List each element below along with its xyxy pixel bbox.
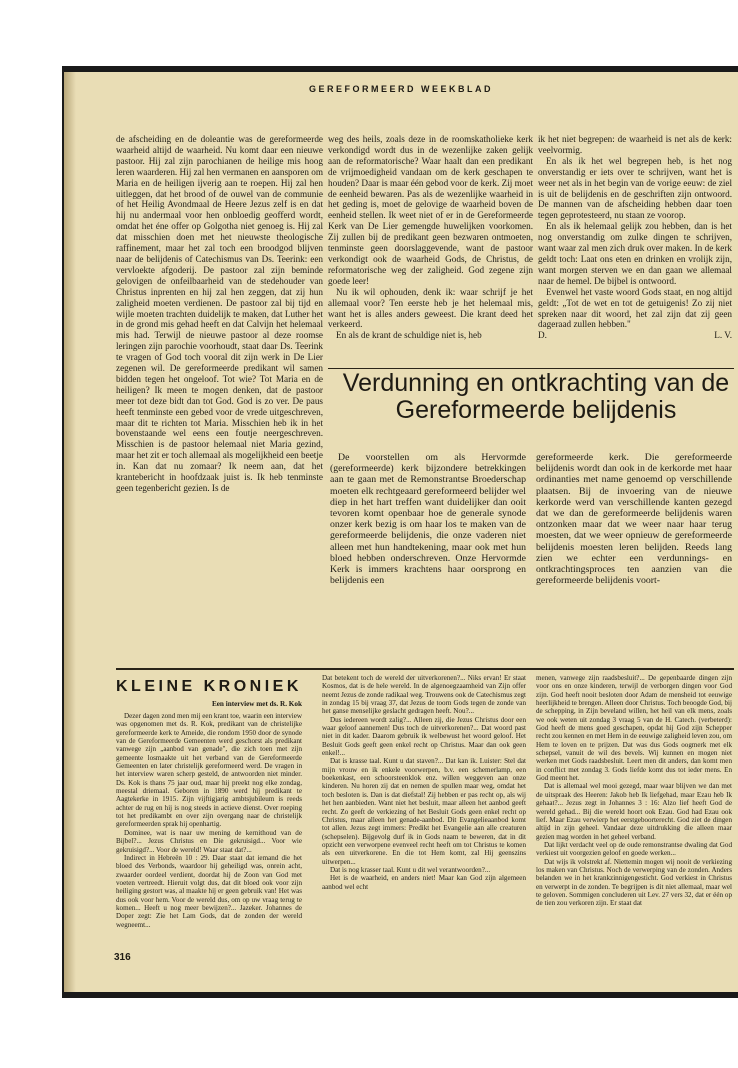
- newspaper-page: [64, 72, 738, 992]
- paragraph: Dezer dagen zond men mij een krant toe, waarin een interview was opgenomen met ds. R. Kok, predikant van de christelijke gereformeerde kerk te Ameide, die rondom 1950 door de synode van de Gereformeerde Gemeenten werd geschorst als predikant vanwege zijn „aanbod van genade", die zich toen met zijn gemeente losmaakte uit het verband van de Gereformeerde Gemeenten en later christelijk gereformeerd werd. De vragen in het interview waren scherp gesteld, de antwoorden niet minder. Ds. Kok is thans 75 jaar oud, maar hij preekt nog elke zondag, meestal driemaal. Geboren in 1890 werd hij predikant te Aagtekerke in 1915. Zijn vijftigjarig ambtsjubileum is reeds achter de rug en hij is nog steeds in actieve dienst. Over roeping tot het predikambt en over zijn overgang naar de christelijk gereformeerden sprak hij openhartig.: [116, 712, 302, 829]
- paragraph: En als ik helemaal gelijk zou hebben, dan is het nog onverstandig om zulke dingen te schrijven, want waar zal men zich druk over maken. In de kerk geldt toch: Laat ons eten en drinken en vrolijk zijn, want morgen sterven we en dan gaan we allemaal naar de hemel. De bijbel is ontwoord.: [538, 221, 732, 286]
- kroniek-column-3: [536, 674, 732, 958]
- paragraph: Dat wijs ik volstrekt af. Niettemin mogen wij nooit de verkiezing los maken van Christus. Noch de verwerping van de zonden. Anders belanden we in het krankzinnigengesticht. God verkiest in Christus en verwerpt in de zonden. Te begrijpen is dit niet allemaal, maar wel te geloven. Sommigen concluderen uit Lev. 27 vers 32, dat er één op de tien zou verkoren zijn. Er staat dat: [536, 857, 732, 908]
- article-column-2: [328, 134, 533, 366]
- headline: Verdunning en ontkrachting van de Gereformeerde belijdenis: [342, 369, 730, 424]
- paragraph: Dat is allemaal wel mooi gezegd, maar waar blijven we dan met de uitspraak des Heeren: Jakob heb Ik liefgehad, maar Ezau heb Ik gehaat?... Jezus zegt in Johannes 3 : 16: Alzo lief heeft God de wereld gehad... Bij die wereld hoort ook Ezau. God had Ezau ook lief. Maar Ezau verwierp het eerstgeboorterecht. God ziet de dingen altijd in zijn geheel. Vandaar deze uitdrukking die alleen maar gezien mag worden in het geheel verband.: [536, 782, 732, 841]
- verdunning-column-2: [536, 452, 732, 660]
- paragraph: Dominee, wat is naar uw mening de kernithoud van de Bijbel?... Jezus Christus en Die gekruisigd... Voor wie gekruisigd?... Voor de wereld! Waar staat dat?...: [116, 828, 302, 854]
- paragraph: Dat lijkt verdacht veel op de oude remonstrantse dwaling dat God verkiest uit voorgezien geloof en goede werken...: [536, 840, 732, 858]
- paragraph: Indirect in Hebreën 10 : 29. Daar staat dat iemand die het bloed des Verbonds, waardoor hij geheiligd was, onrein acht, zwaarder oordeel verdient, doordat hij de Zoon van God met voeten vertreedt. Hieruit volgt dus, dat dit bloed ook voor zijn heiliging gestort was, al maakte hij er geen gebruik van! Het was dus ook voor hem. Voor de wereld dus, om op uw vraag terug te komen... Heeft u nog meer bewijzen?... Jazeker. Johannes de Doper zegt: Zie het Lam Gods, dat de zonden der wereld wegneemt...: [116, 853, 302, 929]
- paragraph: gereformeerde kerk. Die gereformeerde belijdenis wordt dan ook in de kerkorde met haar ordinanties met name genoemd op verschillende plaatsen. Bij de invoering van de nieuwe kerkorde werd van verschillende kanten gezegd dat we dan de gereformeerde belijdenis waren ontzonken maar dat we weer naar haar terug moesten, dat we weer opnieuw de gereformeerde belijdenis moesten leren belijden. Reeds lang zien we echter een verdunnings- en ontkrachtingsproces ten aanzien van die gereformeerde belijdenis voort-: [536, 452, 732, 587]
- paragraph: Het is de waarheid, en anders niet! Maar kan God zijn algemeen aanbod wel echt: [322, 874, 526, 891]
- page-edge-shadow: [64, 72, 76, 992]
- paragraph: menen, vanwege zijn raadsbesluit?... De gepenbaarde dingen zijn voor ons en onze kinderen, terwijl de verborgen dingen voor God zijn. God heeft nooit besloten door Adam de mensheid tot eeuwige heerlijkheid te brengen. Alleen door Christus. Toch beoogde God, bij de schepping, in Zijn beveland willen, het heil van elk mens, zoals we ook weten uit zondag 3 vraag 5 van de H. Catech. (verbeterd): God heeft de mens goed geschapen, opdat hij God zijn Schepper recht zou kennen en met Hem in de eeuwige zaligheid leven zou, om Hem te loven en te prijzen. Dat was dus Gods oogmerk met elk schepsel, vanuit de wil des bevels. Wij kunnen en mogen niet werken met Gods raadsbesluit. Leert men dit anders, dan komt men in conflict met zondag 3. Gods liefde komt dus tot ieder mens. En God meent het.: [536, 674, 732, 783]
- paragraph: De voorstellen om als Hervormde (gereformeerde) kerk bijzondere betrekkingen aan te gaan met de Remonstrantse Broederschap moeten elk rechtgeaard gereformeerd belijder wel diep in het hart treffen want duidelijker dan ooit tevoren komt openbaar hoe de generale synode onzer kerk bezig is om haar los te maken van de gereformeerde belijdenis, die onze vaderen niet alleen met hun handtekening, maar ook met hun bloed hebben onderschreven. Onze Hervormde Kerk is immers krachtens haar oorsprong en belijdenis een: [330, 452, 526, 587]
- article-column-3: [538, 134, 732, 366]
- kroniek-column-1: [116, 712, 302, 946]
- verdunning-column-1: [330, 452, 526, 660]
- section-subtitle: Een interview met ds. R. Kok: [211, 700, 302, 708]
- masthead: GEREFORMEERD WEEKBLAD: [308, 84, 493, 94]
- paragraph: Dus iedereen wordt zalig?... Alleen zij, die Jezus Christus door een waar geloof aannemen! Dus toch de uitverkorenen?... Dat woord past niet in dit kader. Daarom gebruik ik welbewust het woord geloof. Het Besluit Gods geeft geen enkel recht op Christus. Maar dan ook geen enkel!...: [322, 715, 526, 758]
- page-number: 316: [114, 952, 131, 963]
- signature-line: [538, 330, 732, 341]
- article-column-1: [116, 134, 323, 662]
- kroniek-column-2: [322, 674, 526, 958]
- paragraph: Nu ik wil ophouden, denk ik: waar schrijf je het allemaal voor? Ten eerste heb je het helemaal mis, want het is alles anders geweest. Die krant deed het verkeerd.: [328, 286, 533, 330]
- paragraph: weg des heils, zoals deze in de roomskatholieke kerk verkondigd wordt dus in de wezenlijke zaken gelijk aan de reformatorische? Waar haalt dan een predikant de vrijmoedigheid vandaan om de kerk geschapen te houden? Daar is maar één gebod voor de kerk. Zij moet de eenheid bewaren. Pas als de wezenlijke waarheid in het geding is, moet de gelovige de waarheid boven de eenheid stellen. Ik weet niet of er in de Gereformeerde Kerk van De Lier gemengde huwelijken voorkomen. Zij zullen bij de predikant geen bezwaren ontmoeten, tenminste geen doorslaggevende, want de pastoor verkondigt ook de waarheid Gods, de Christus, de reformatorische weg der zaligheid. God zegene zijn goede leer!: [328, 134, 533, 286]
- signature-right: L. V.: [714, 330, 732, 341]
- paragraph: Dat is krasse taal. Kunt u dat staven?... Dat kan ik. Luister: Stel dat mijn vrouw en ik enkele voorwerpen, b.v. een schemerlamp, een boekenkast, een schoorsteenklok enz. willen weggeven aan onze kinderen. Nu horen zij dat en nemen de spullen maar weg, omdat het toch besloten is. Dan is dat diefstal! Zij hebben er pas recht op, als wij het hen aanbieden. Want niet het besluit, maar alleen het aanbod geeft recht. Zo geeft de verkiezing of het Besluit Gods geen enkel recht op Christus, maar alleen het genade-aanbod. Dit Evangelieaanbod komt tot allen. Jezus zegt immers: Predikt het Evangelie aan alle creaturen (schepselen). Bijgevolg durf ik in Gods naam te beweren, dat in dit opzicht een verworpene evenveel recht heeft om tot Christus te komen als een uitverkorene. En die tot Hem komt, zal Hij geenszins uitwerpen...: [322, 757, 526, 866]
- paragraph: Evenwel het vaste woord Gods staat, en nog altijd geldt: „Tot de wet en tot de getuigenis! Zo zij niet spreken naar dit woord, het zal zijn dat zij geen dageraad zullen hebben.": [538, 286, 732, 330]
- section-rule: [116, 668, 734, 670]
- paragraph: En als ik het wel begrepen heb, is het nog onverstandig er iets over te schrijven, want het is weer net als in het begin van de vorige eeuw: de ziel is uit de belijdenis en de geschriften zijn ontwoord. De mannen van de afscheiding hebben daar toen tegen geprotesteerd, nu staan ze voorop.: [538, 155, 732, 221]
- signature-left: D.: [538, 330, 547, 341]
- paragraph: Dat betekent toch de wereld der uitverkorenen?... Niks ervan! Er staat Kosmos, dat is de hele wereld. In de algenoegzaamheid van Zijn offer neemt Jezus de zonde radikaal weg. Trouwens ook de Catechismus zegt in zondag 15 bij vraag 37, dat Jezus de toorn Gods tegen de zonde van het ganse menselijke geslacht gedragen heeft. Nou?...: [322, 674, 526, 716]
- paragraph: En als de krant de schuldige niet is, heb: [336, 330, 482, 341]
- paragraph: ik het niet begrepen: de waarheid is net als de kerk: veelvormig.: [538, 134, 732, 155]
- paragraph: Dat is nog krasser taal. Kunt u dit wel verantwoorden?...: [330, 865, 491, 874]
- paragraph: de afscheiding en de doleantie was de gereformeerde waarheid altijd de waarheid. Nu komt daar een nieuwe pastoor. Hij zal zijn parochianen de heilige mis hoog leren waarderen. Hij zal hen vermanen en aansporen om Maria en de heiligen ijverig aan te roepen. Hij zal hen uitleggen, dat het brood of de ouwel van de communie of het Heilig Avondmaal de Heere Jezus zelf is en dat hij nu andermaal voor hen onbloedig geofferd wordt, omdat het éne offer op Golgotha niet genoeg is. Hij zal dat misschien doen met het nieuwste theologische raffinement, maar het zal toch een broodgod blijven naar de belijdenis of Catechismus van Ds. Teerink: een vervloekte afgoderij. De pastoor zal zijn beminde gelovigen de onfeilbaarheid van de stedehouder van Christus inprenten en hij zal hen zeggen, dat zij hun zaligheid moeten verdienen. De pastoor zal bij tijd en wijle moeten trachten duidelijk te maken, dat Luther het in de grond mis gehad heeft en dat Calvijn het helemaal mis had. Terwijl de nieuwe pastoor al deze roomse leringen zijn parochie voorhoudt, staat daar Ds. Teerink te vragen of God toch vooral dit zijn werk in De Lier zegenen wil. De gereformeerde predikant wil samen bidden tegen het ongeloof. Tot wie? Tot Maria en de heiligen? Ik meen te mogen denken, dat de pastoor meer tot deze bidt dan tot God. God is zo ver. De paus heeft tenminste een gebed voor de vrede uitgeschreven, maar dit te richten tot Maria. Misschien heb ik in het bovenstaande wel eens een foutje neergeschreven. Misschien is de pastoor helemaal niet Maria gezind, maar het zit er toch allemaal als mogelijkheid een beetje in. Kan dat nu zomaar? Ik neem aan, dat het krantebericht in hoofdzaak juist is. Ik heb tenminste geen tegenbericht gezien. Is de: [116, 134, 323, 493]
- section-title: KLEINE KRONIEK: [116, 678, 302, 695]
